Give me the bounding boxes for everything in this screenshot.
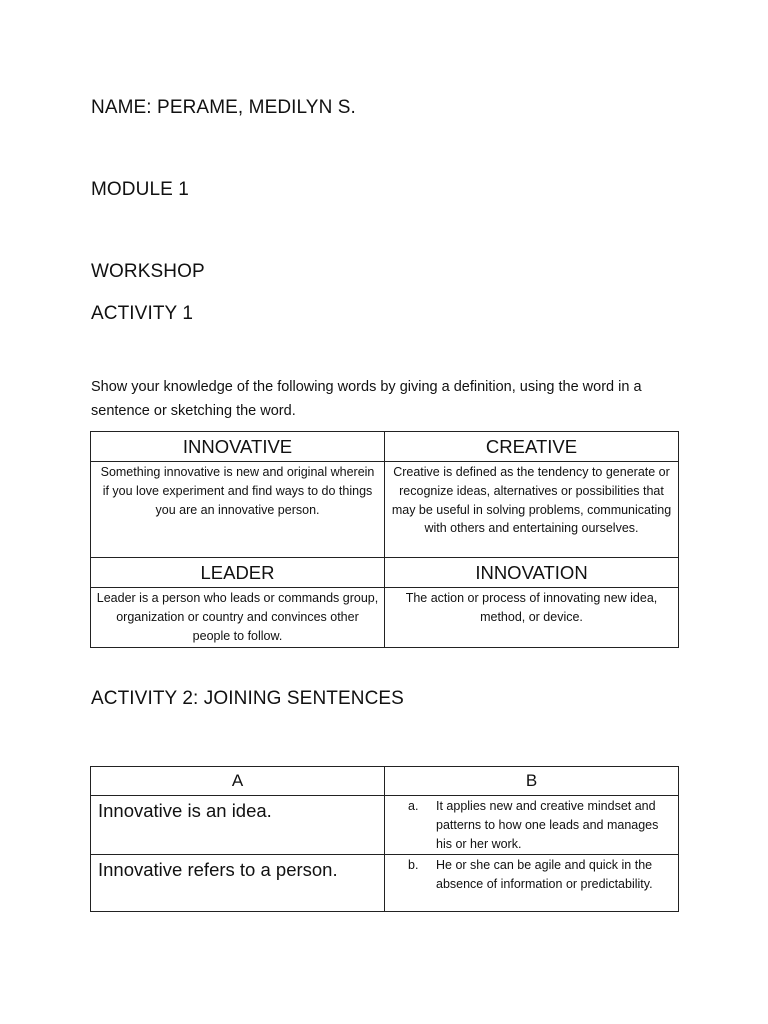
table-row: [91, 558, 679, 588]
column-b-header: B: [385, 767, 679, 796]
vocabulary-table: [90, 431, 679, 648]
definition-leader: Leader is a person who leads or commands group, organization or country and convinces other people to follow.: [91, 588, 385, 648]
workshop-heading: WORKSHOP: [91, 261, 205, 282]
term-leader: LEADER: [91, 558, 385, 588]
column-a-header: A: [91, 767, 385, 796]
list-item-text: It applies new and creative mindset and patterns to how one leads and manages his or her work.: [436, 799, 659, 851]
table-row: [91, 432, 679, 462]
list-marker: a.: [408, 799, 419, 813]
list-item: [385, 797, 672, 854]
list-item: [385, 856, 672, 894]
term-innovation: INNOVATION: [385, 558, 679, 588]
name-line: NAME: PERAME, MEDILYN S.: [91, 97, 356, 118]
table-row: [91, 462, 679, 558]
table-row: [91, 588, 679, 648]
joining-sentences-table: [90, 766, 679, 912]
list-item-text: He or she can be agile and quick in the absence of information or predictability.: [436, 858, 653, 891]
table-row: [91, 855, 679, 912]
sentence-a-1: Innovative is an idea.: [91, 796, 385, 855]
term-innovative: INNOVATIVE: [91, 432, 385, 462]
activity1-instructions: Show your knowledge of the following words by giving a definition, using the word in a sentence or sketching the word.: [91, 379, 642, 419]
sentence-b-2: [385, 855, 679, 912]
list-marker: b.: [408, 858, 419, 872]
definition-creative: Creative is defined as the tendency to generate or recognize ideas, alternatives or possibilities that may be useful in solving problems, communicating with others and entertaining ourselves.: [385, 462, 679, 558]
module-heading: MODULE 1: [91, 179, 189, 200]
definition-innovative: Something innovative is new and original wherein if you love experiment and find ways to do things you are an innovative person.: [91, 462, 385, 558]
table-row: [91, 767, 679, 796]
activity1-heading: ACTIVITY 1: [91, 303, 194, 324]
term-creative: CREATIVE: [385, 432, 679, 462]
sentence-b-1: [385, 796, 679, 855]
definition-innovation: The action or process of innovating new idea, method, or device.: [385, 588, 679, 648]
activity2-heading: ACTIVITY 2: JOINING SENTENCES: [91, 688, 404, 709]
sentence-a-2: Innovative refers to a person.: [91, 855, 385, 912]
table-row: [91, 796, 679, 855]
